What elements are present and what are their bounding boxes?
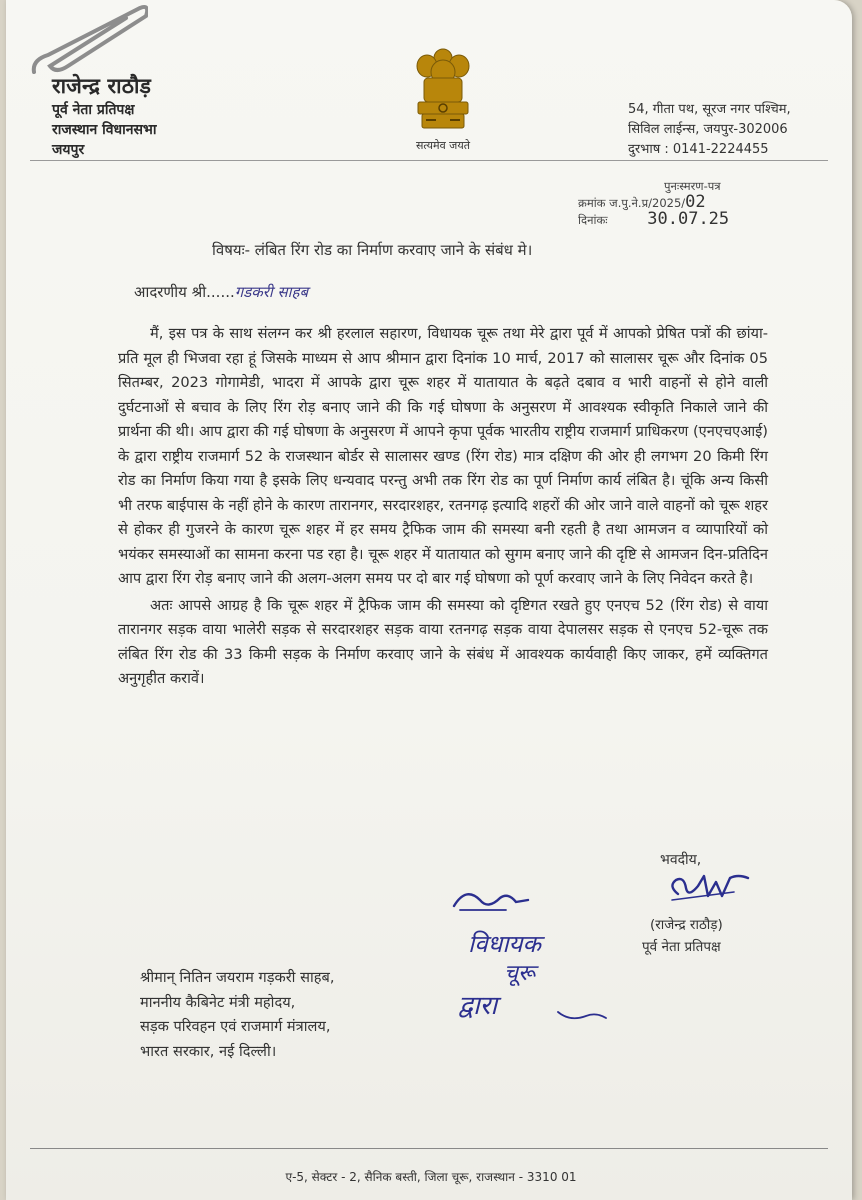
body-paragraph-2: अतः आपसे आग्रह है कि चूरू शहर में ट्रैफिक जाम की समस्या को दृष्टिगत रखते हुए एनएच 52 (रिंग रोड) से वाया तारानगर सड़क वाया भालेरी सड़क से सरदारशहर सड़क वाया रतनगढ़ सड़क वाया देपालसर सड़क से एनएच 52-चूरू तक लंबित रिंग रोड की 33 किमी सड़क के निर्माण करवाए जाने के संबंध में आवश्यक कार्यवाही किए जाकर, हमें व्यक्तिगत अनुगृहीत करावें।: [118, 596, 768, 687]
sender-name: (राजेन्द्र राठौड़): [650, 917, 723, 933]
body-paragraph-1: मैं, इस पत्र के साथ संलग्न कर श्री हरलाल सहारण, विधायक चूरू तथा मेरे द्वारा पूर्व में आपको प्रेषित पत्रों की छांया-प्रति मूल ही भिजवा रहा हूं जिसके माध्यम से आप श्रीमान द्वारा दिनांक 10 मार्च, 2017 को सालासर चूरू और दिनांक 05 सितम्बर, 2023 गोगामेडी, भादरा में आपके द्वारा चूरू शहर में यातायात के बढ़ते दबाव व भारी वाहनों से होने वाली दुर्घटनाओं से बचाव के लिए रिंग रोड़ बनाए जाने की कि गई घोषणा के अनुसरण में आवश्यक स्वीकृति निकाले जाने की प्रार्थना की थी। आप द्वारा की गई घोषणा के अनुसरण में आपने कृपा पूर्वक भारतीय राष्ट्रीय राजमार्ग प्राधिकरण (एनएचएआई) के द्वारा राष्ट्रीय राजमार्ग 52 के राजस्थान बोर्डर से सालासर खण्ड (रिंग रोड) मात्र दक्षिण की ओर ही लगभग 20 किमी रिंग रोड का निर्माण किया गया है इसके लिए धन्यवाद परन्तु अभी तक रिंग रोड का पूर्ण निर्माण कार्य लंबित है। चूंकि अन्य किसी भी तरफ बाईपास के नहीं होने के कारण तारानगर, सरदारशहर, रतनगढ़ इत्यादि शहरों की ओर जाने वाले वाहनों को चूरू शहर से होकर ही गुजरने के कारण चूरू शहर में हर समय ट्रैफिक जाम की समस्या बनी रहती है तथा आमजन व व्यापारियों को भयंकर समस्याओं का सामना करना पड रहा है। चूरू शहर में यातायात को सुगम बनाए जाने की दृष्टि से आमजन दिन-प्रतिदिन आप द्वारा रिंग रोड़ बनाए जाने की अलग-अलग समय पर दो बार गई घोषणा को पूर्ण करवाए जाने के लिए निवेदन करते है।: [118, 325, 768, 587]
salutation: [134, 282, 308, 302]
footer-address: ए-5, सेक्टर - 2, सैनिक बस्ती, जिला चूरू, राजस्थान - 3310 01: [285, 1170, 577, 1184]
reference-number-handwritten: 02: [685, 192, 706, 212]
emblem-motto: सत्यमेव जयते: [415, 139, 470, 152]
mla-signature-note: [446, 876, 626, 1036]
paper-clip-icon: [28, 0, 148, 80]
national-emblem: [410, 46, 476, 153]
address-line-1: 54, गीता पथ, सूरज नगर पश्चिम,: [628, 102, 791, 117]
addressee-line-2: माननीय कैबिनेट मंत्री महोदय,: [140, 993, 296, 1011]
letterhead-assembly: राजस्थान विधानसभा: [52, 122, 157, 138]
letterhead-designation: पूर्व नेता प्रतिपक्ष: [52, 102, 135, 118]
footer-divider: [30, 1148, 828, 1149]
header-divider: [30, 160, 828, 161]
address-line-2: सिविल लाईन्स, जयपुर-302006: [628, 122, 788, 137]
letter-body: [118, 322, 768, 692]
letterhead-address: [628, 100, 791, 160]
valediction: भवदीय,: [660, 852, 702, 868]
note-line-1: विधायक: [468, 930, 541, 958]
addressee-line-3: सड़क परिवहन एवं राजमार्ग मंत्रालय,: [140, 1018, 331, 1035]
letterhead-city: जयपुर: [52, 142, 85, 158]
addressee-line-4: भारत सरकार, नई दिल्ली।: [140, 1042, 277, 1060]
sender-designation: पूर्व नेता प्रतिपक्ष: [642, 939, 721, 955]
reference-date: [578, 211, 729, 228]
addressee-line-1: श्रीमान् नितिन जयराम गड़करी साहब,: [140, 969, 335, 986]
reference-number-label: क्रमांक ज.पु.ने.प्र/2025/: [578, 196, 686, 210]
addressee-block: [140, 966, 334, 1064]
letterhead-name: राजेन्द्र राठौड़: [52, 74, 152, 98]
reminder-letter-label: पुनःस्मरण-पत्र: [664, 179, 721, 193]
note-line-3: द्वारा: [458, 991, 498, 1021]
letter-subject: विषयः- लंबित रिंग रोड का निर्माण करवाए जाने के संबंध मे।: [212, 241, 533, 259]
salutation-prefix: आदरणीय श्री......: [134, 283, 235, 301]
salutation-handwritten-name: गडकरी साहब: [234, 283, 309, 301]
sender-signature: [664, 868, 754, 912]
sender-block: [642, 914, 723, 958]
reference-block: [578, 178, 729, 228]
date-label: दिनांकः: [578, 213, 608, 227]
phone-number: दुरभाष : 0141-2224455: [628, 142, 769, 157]
letterhead-sender: [52, 72, 156, 160]
lion-capital-icon: [410, 46, 476, 132]
date-handwritten: 30.07.25: [647, 209, 730, 229]
note-line-2: चूरू: [504, 961, 536, 986]
